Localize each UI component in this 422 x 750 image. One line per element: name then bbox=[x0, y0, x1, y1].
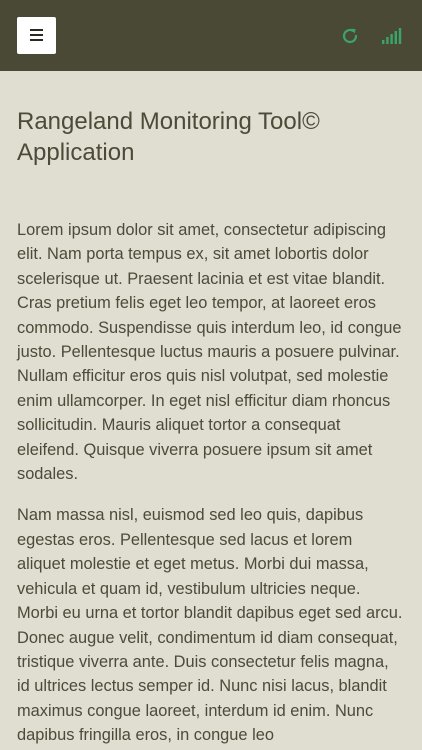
signal-status bbox=[381, 26, 403, 46]
menu-button[interactable] bbox=[17, 17, 56, 54]
app-header bbox=[0, 0, 422, 71]
refresh-button[interactable] bbox=[340, 26, 360, 46]
body-paragraph: Lorem ipsum dolor sit amet, consectetur adipiscing elit. Nam porta tempus ex, sit amet lobortis dolor scelerisque ut. Praesent lacinia et est vitae blandit. Cras pretium felis eget leo tempor, at laoreet eros commodo. Suspendisse quis interdum leo, id congue justo. Pellentesque luctus mauris a posuere pulvinar. Nullam efficitur eros quis nisl volutpat, sed molestie enim ullamcorper. In eget nisl efficitur diam rhoncus sollicitudin. Mauris aliquet tortor a consequat eleifend. Quisque viverra posuere ipsum sit amet sodales. bbox=[17, 221, 402, 484]
body-paragraph: Nam massa nisl, euismod sed leo quis, dapibus egestas eros. Pellentesque sed lacus et lorem aliquet molestie et eget metus. Morbi dui massa, vehicula et quam id, vestibulum ultricies neque. Morbi eu urna et tortor blandit dapibus eget sed arcu. Donec augue velit, condimentum id diam consequat, tristique viverra ante. Duis consectetur felis magna, id ultrices lectus semper id. Nunc nisi lacus, blandit maximus congue laoreet, interdum id enim. Nunc dapibus fringilla eros, in congue leo bbox=[17, 506, 403, 745]
refresh-icon bbox=[340, 26, 360, 46]
signal-strength-icon bbox=[381, 26, 403, 46]
main-content bbox=[17, 71, 405, 748]
page-title: Rangeland Monitoring Tool© Application bbox=[17, 108, 320, 166]
